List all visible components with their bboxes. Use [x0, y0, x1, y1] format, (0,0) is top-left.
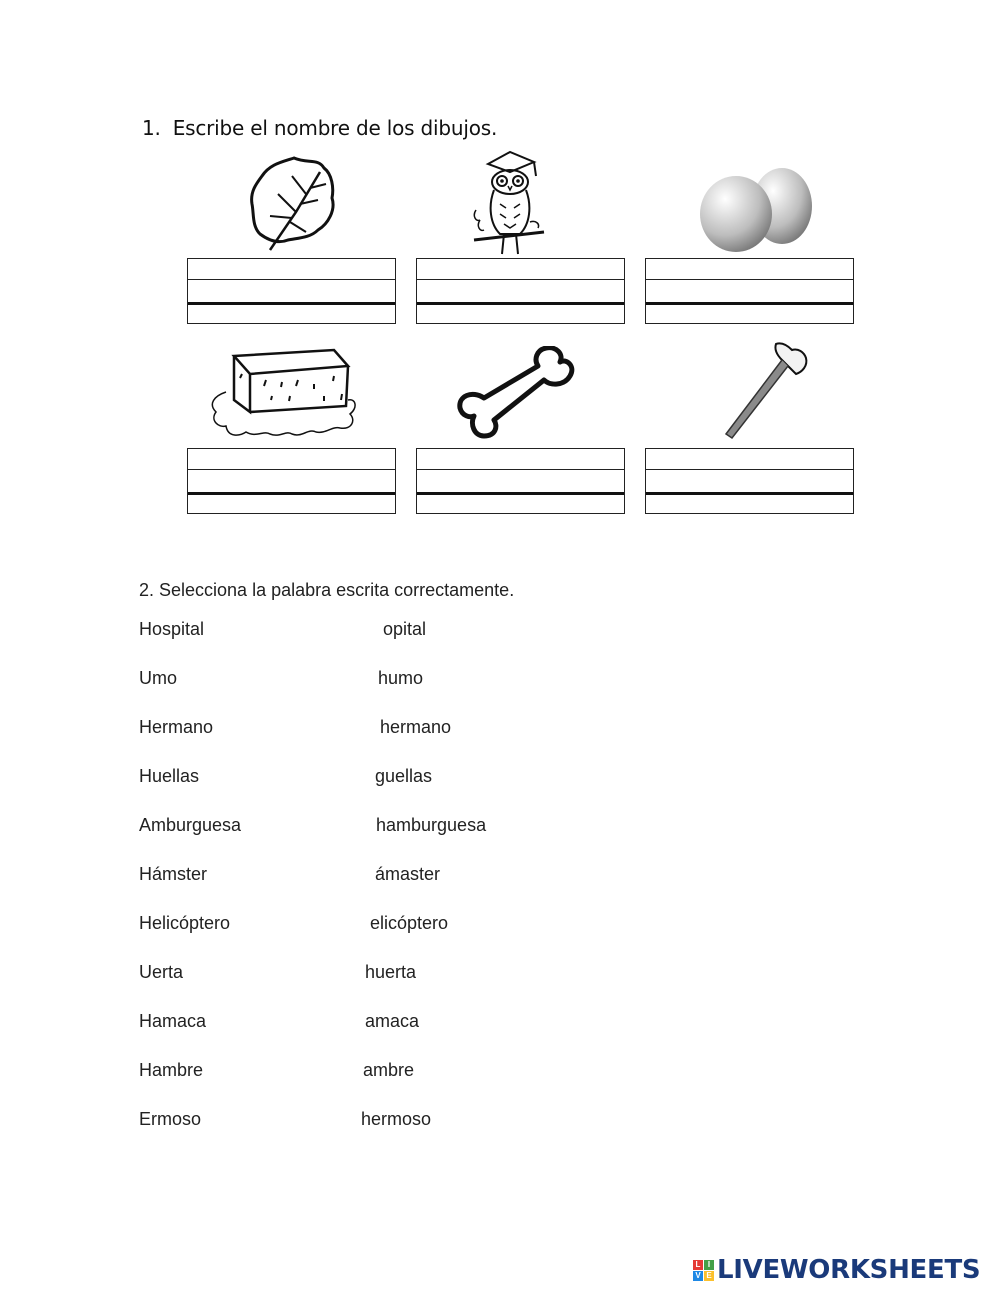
owl-icon: [470, 150, 546, 258]
word-option-a[interactable]: Hámster: [139, 864, 208, 884]
logo-text: LIVEWORKSHEETS: [717, 1255, 981, 1285]
word-option-b[interactable]: amaca: [365, 1011, 420, 1031]
logo-mark-letter: I: [704, 1260, 714, 1270]
answer-lines-ice[interactable]: [187, 448, 396, 514]
logo-mark-letter: E: [704, 1271, 714, 1281]
word-option-a[interactable]: Hospital: [139, 619, 205, 639]
word-pair-row: [0, 619, 1000, 643]
word-option-b[interactable]: ambre: [363, 1060, 415, 1080]
answer-lines-leaf[interactable]: [187, 258, 396, 324]
word-option-b[interactable]: huerta: [365, 962, 417, 982]
section2-instruction: 2. Selecciona la palabra escrita correctamente.: [139, 580, 515, 600]
word-option-b[interactable]: hamburguesa: [376, 815, 487, 835]
word-option-a[interactable]: Hermano: [139, 717, 214, 737]
bone-icon: [456, 346, 578, 442]
answer-lines-bone[interactable]: [416, 448, 625, 514]
word-pair-row: [0, 1011, 1000, 1035]
word-option-b[interactable]: elicóptero: [370, 913, 449, 933]
word-pair-row: [0, 668, 1000, 692]
word-option-a[interactable]: Amburguesa: [139, 815, 242, 835]
word-option-a[interactable]: Uerta: [139, 962, 184, 982]
logo-mark-letter: V: [693, 1271, 703, 1281]
section1-number: 1.: [142, 116, 161, 140]
melting-ice-icon: [206, 346, 362, 442]
answer-lines-eggs[interactable]: [645, 258, 854, 324]
word-option-b[interactable]: opital: [383, 619, 427, 639]
word-option-a[interactable]: Hambre: [139, 1060, 204, 1080]
word-pair-row: [0, 864, 1000, 888]
liveworksheets-logo: [693, 1256, 980, 1284]
word-pair-row: [0, 766, 1000, 790]
eggs-icon: [698, 168, 818, 254]
word-option-b[interactable]: hermano: [380, 717, 452, 737]
logo-mark-icon: [693, 1260, 714, 1281]
word-pair-row: [0, 717, 1000, 741]
word-option-a[interactable]: Helicóptero: [139, 913, 231, 933]
word-pair-row: [0, 1109, 1000, 1133]
axe-icon: [716, 340, 814, 440]
answer-lines-axe[interactable]: [645, 448, 854, 514]
leaf-icon: [248, 154, 342, 252]
word-option-a[interactable]: Hamaca: [139, 1011, 207, 1031]
word-pair-row: [0, 913, 1000, 937]
section1-heading: [142, 116, 497, 140]
word-option-b[interactable]: guellas: [375, 766, 433, 786]
word-option-b[interactable]: hermoso: [361, 1109, 432, 1129]
word-pair-row: [0, 962, 1000, 986]
word-pair-row: [0, 1060, 1000, 1084]
word-option-a[interactable]: Ermoso: [139, 1109, 202, 1129]
word-pair-row: [0, 815, 1000, 839]
word-option-b[interactable]: humo: [378, 668, 424, 688]
section1-instruction: Escribe el nombre de los dibujos.: [172, 116, 498, 140]
word-option-a[interactable]: Umo: [139, 668, 178, 688]
answer-lines-owl[interactable]: [416, 258, 625, 324]
word-option-a[interactable]: Huellas: [139, 766, 200, 786]
logo-mark-letter: L: [693, 1260, 703, 1270]
word-option-b[interactable]: ámaster: [375, 864, 441, 884]
